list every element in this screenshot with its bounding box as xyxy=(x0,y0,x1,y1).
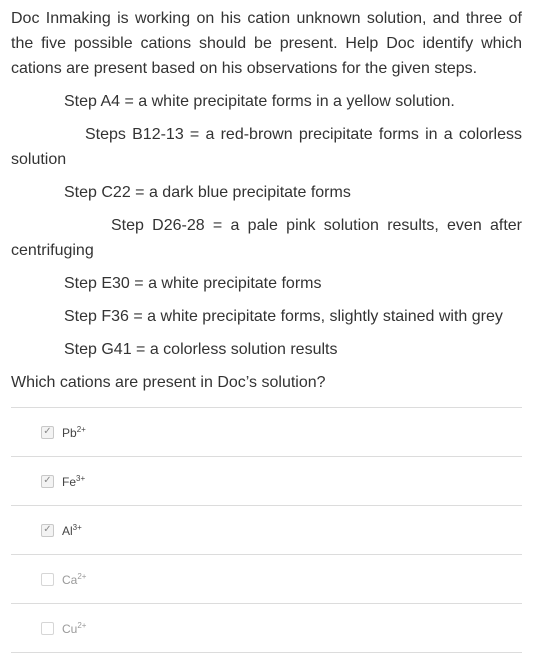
option-label: $Cu^{2+}$ xyxy=(62,620,87,636)
checkbox-checked-icon[interactable]: ✓ xyxy=(41,426,54,439)
answer-options xyxy=(11,407,522,653)
option-label: $Al^{3+}$ xyxy=(62,522,82,538)
option-label: $Pb^{2+}$ xyxy=(62,424,86,440)
option-fe[interactable] xyxy=(11,457,522,506)
option-cu[interactable] xyxy=(11,604,522,653)
checkbox-checked-icon[interactable]: ✓ xyxy=(41,524,54,537)
step-d26-28: Step D26-28 = a pale pink solution results, even after centrifuging xyxy=(11,217,522,259)
step-c22: Step C22 = a dark blue precipitate forms xyxy=(64,184,351,201)
option-label: $Ca^{2+}$ xyxy=(62,571,87,587)
checkbox-checked-icon[interactable]: ✓ xyxy=(41,475,54,488)
question-intro: Doc Inmaking is working on his cation unknown solution, and three of the five possible cations should be present. Help Doc identify which cations are present based on his observations for the given steps. xyxy=(11,10,522,77)
step-e30: Step E30 = a white precipitate forms xyxy=(64,275,322,292)
step-b12-13: Steps B12-13 = a red-brown precipitate forms in a colorless solution xyxy=(11,126,522,168)
option-ca[interactable] xyxy=(11,555,522,604)
checkbox-unchecked-icon[interactable] xyxy=(41,622,54,635)
option-pb[interactable] xyxy=(11,408,522,457)
step-a4: Step A4 = a white precipitate forms in a yellow solution. xyxy=(64,93,455,110)
step-g41: Step G41 = a colorless solution results xyxy=(64,341,338,358)
checkbox-unchecked-icon[interactable] xyxy=(41,573,54,586)
option-label: $Fe^{3+}$ xyxy=(62,473,86,489)
question-prompt: Which cations are present in Doc’s solution? xyxy=(11,374,326,391)
step-f36: Step F36 = a white precipitate forms, slightly stained with grey xyxy=(64,308,503,325)
option-al[interactable] xyxy=(11,506,522,555)
